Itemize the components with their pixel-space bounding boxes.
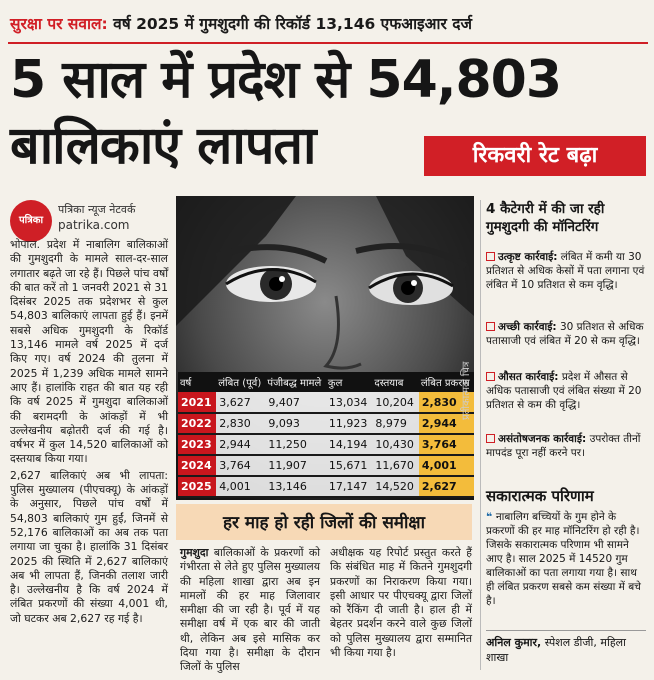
cell-pending: 3,764 <box>419 434 474 455</box>
missing-girls-table <box>178 372 474 498</box>
col-registered: पंजीबद्ध मामले <box>265 372 326 392</box>
cell-recovered: 11,670 <box>372 455 419 476</box>
positive-result-title: सकारात्मक परिणाम <box>486 487 594 505</box>
positive-result-body <box>486 510 646 608</box>
cell-pending: 2,830 <box>419 392 474 413</box>
cell-recovered: 10,430 <box>372 434 419 455</box>
cell-registered: 11,907 <box>265 455 326 476</box>
cell-pending-prev: 2,944 <box>216 434 265 455</box>
official-name: अनिल कुमार, <box>486 636 542 649</box>
cell-year: 2025 <box>178 476 216 497</box>
kicker-label: सुरक्षा पर सवाल: <box>10 15 108 33</box>
column-divider <box>480 200 481 670</box>
cell-recovered: 10,204 <box>372 392 419 413</box>
cell-year: 2021 <box>178 392 216 413</box>
cell-registered: 9,407 <box>265 392 326 413</box>
category-good-label: अच्छी कार्रवाई: <box>498 321 557 333</box>
cell-recovered: 14,520 <box>372 476 419 497</box>
mid-section-title: हर माह हो रही जिलों की समीक्षा <box>223 513 425 533</box>
cell-year: 2024 <box>178 455 216 476</box>
col-year: वर्ष <box>178 372 216 392</box>
category-average-label: औसत कार्रवाई: <box>498 371 559 383</box>
mid-left-text <box>180 546 320 675</box>
col-pending: लंबित प्रकरण <box>419 372 474 392</box>
cell-pending-prev: 4,001 <box>216 476 265 497</box>
col-pending-prev: लंबित (पूर्व) <box>216 372 265 392</box>
body-paragraph-2: 2,627 बालिकाएं अब भी लापता: पुलिस मुख्यालय (पीएचक्यू) के आंकड़ों के अनुसार, पिछले पांच वर्षों में 54,803 बालिकाएं गुम हुईं, जिनमें से 52,176 बालिकाओं का अब तक पता लगाया जा चुका है। हालांकि 31 दिसंबर 2025 की स्थिति में 2,627 बालिकाएं अब भी लापता हैं, जिनकी तलाश जारी है। उल्लेखनीय है कि वर्ष 2024 में लंबित प्रकरणों की संख्या 4,001 थी, जो घटकर अब 2,627 रह गई है। <box>10 468 168 625</box>
col-recovered: दस्तयाब <box>372 372 419 392</box>
bullet-box-icon <box>486 322 495 331</box>
headline-line-2: बालिकाएं लापता <box>10 116 316 176</box>
category-unsatisfactory <box>486 432 646 460</box>
kicker-text: वर्ष 2025 में गुमशुदगी की रिकॉर्ड 13,146 एफआइआर दर्ज <box>113 15 472 33</box>
category-unsatisfactory-text: उपरोक्त तीनों मापदंड पूरा नहीं करने पर। <box>486 433 641 459</box>
table-row <box>178 413 474 434</box>
bullet-box-icon <box>486 372 495 381</box>
cell-recovered: 8,979 <box>372 413 419 434</box>
cell-pending: 2,944 <box>419 413 474 434</box>
category-excellent-text: लंबित में कमी या 30 प्रतिशत से अधिक केसों में पता लगाना एवं लंबित में 10 प्रतिशत से कम वृद्धि। <box>486 251 645 291</box>
cell-registered: 9,093 <box>265 413 326 434</box>
cell-pending: 4,001 <box>419 455 474 476</box>
cell-pending-prev: 3,764 <box>216 455 265 476</box>
official-signature <box>486 630 646 665</box>
bullet-box-icon <box>486 252 495 261</box>
table-row <box>178 455 474 476</box>
cell-total: 14,194 <box>326 434 373 455</box>
cell-registered: 13,146 <box>265 476 326 497</box>
category-good <box>486 320 646 348</box>
headline-line-1: 5 साल में प्रदेश से 54,803 <box>10 50 562 110</box>
photo-credit: प्रतीकात्मक चित्र <box>461 361 472 420</box>
cell-pending-prev: 2,830 <box>216 413 265 434</box>
table-header-row <box>178 372 474 392</box>
quote-icon: ❝ <box>486 511 496 523</box>
category-excellent <box>486 250 646 292</box>
cell-total: 15,671 <box>326 455 373 476</box>
mid-right-text: अधीक्षक यह रिपोर्ट प्रस्तुत करते हैं कि संबंधित माह में कितने गुमशुदगी प्रकरणों का निराकरण किया गया। इसी आधार पर पीएचक्यू द्वारा जिलों को रैंकिंग दी जाती है। हाल ही में बेहतर प्रदर्शन करने वाले कुछ जिलों को पुलिस मुख्यालय द्वारा सम्मानित भी किया गया है। <box>330 546 472 660</box>
header-rule <box>8 42 648 44</box>
category-average <box>486 370 646 412</box>
monitoring-title: 4 कैटेगरी में की जा रही गुमशुदगी की मॉनिटरिंग <box>486 201 605 235</box>
table-row <box>178 392 474 413</box>
table-row <box>178 434 474 455</box>
cell-pending-prev: 3,627 <box>216 392 265 413</box>
mid-left-lead: गुमशुदा <box>180 546 209 559</box>
cell-pending: 2,627 <box>419 476 474 497</box>
category-excellent-label: उत्कृष्ट कार्रवाई: <box>498 251 558 263</box>
byline-domain: patrika.com <box>58 218 130 232</box>
byline-source: पत्रिका न्यूज नेटवर्क <box>58 203 136 216</box>
left-column-body <box>10 238 168 628</box>
cell-total: 11,923 <box>326 413 373 434</box>
table-row <box>178 476 474 497</box>
cell-year: 2023 <box>178 434 216 455</box>
cell-total: 17,147 <box>326 476 373 497</box>
positive-result-text: नाबालिग बच्चियों के गुम होने के प्रकरणों की हर माह मॉनिटरिंग हो रही है। जिसके सकारात्मक परिणाम भी सामने आए है। साल 2025 में 14520 गुम बालिकाओं का पता लगाया गया है। साथ ही लंबित प्रकरण सबसे कम संख्या में बचे है। <box>486 511 641 607</box>
cell-registered: 11,250 <box>265 434 326 455</box>
kicker <box>10 12 472 34</box>
category-average-text: प्रदेश में औसत से अधिक पतासाजी एवं लंबित संख्या में 20 प्रतिशत से कम की वृद्धि। <box>486 371 642 411</box>
col-total: कुल <box>326 372 373 392</box>
body-paragraph-1: भोपाल. प्रदेश में नाबालिग बालिकाओं की गुमशुदगी के मामले साल-दर-साल लगातार बढ़ते जा रहे हैं। पिछले पांच वर्षों की बात करें तो 1 जनवरी 2021 से 31 दिसंबर 2025 तक प्रदेशभर से कुल 54,803 बालिकाएं लापता हुई हैं। इनमें सबसे अधिक गुमशुदगी के रिकॉर्ड 13,146 मामले वर्ष 2025 में दर्ज किए गए। वर्ष 2024 की तुलना में 2025 में 1,239 अधिक मामले सामने आए हैं। हालांकि राहत की बात यह रही कि वर्ष 2025 में गुमशुदा बालिकाओं की बरामदगी के आंकड़ों में भी उल्लेखनीय बढ़ोतरी दर्ज की गई है। वर्षभर में कुल 14,520 बालिकाओं को दस्तयाब किया गया। <box>10 238 168 466</box>
category-good-text: 30 प्रतिशत से अधिक पतासाजी एवं लंबित में 20 से कम वृद्धि। <box>486 321 644 347</box>
mid-left-body: बालिकाओं के प्रकरणों को गंभीरता से लेते हुए पुलिस मुख्यालय की महिला शाखा द्वारा अब इन मामलों की हर माह जिलावार समीक्षा की जा रही है। पूर्व में यह समीक्षा वर्ष में एक बार की जाती थी, लेकिन अब इसे मासिक कर दिया गया है। समीक्षा के दौरान जिलों के पुलिस <box>180 546 320 674</box>
recovery-badge: रिकवरी रेट बढ़ा <box>424 136 646 176</box>
cell-total: 13,034 <box>326 392 373 413</box>
patrika-logo: पत्रिका <box>10 200 52 242</box>
official-role: स्पेशल डीजी, महिला शाखा <box>486 636 626 664</box>
cell-year: 2022 <box>178 413 216 434</box>
bullet-box-icon <box>486 434 495 443</box>
category-unsatisfactory-label: असंतोषजनक कार्रवाई: <box>498 433 587 445</box>
